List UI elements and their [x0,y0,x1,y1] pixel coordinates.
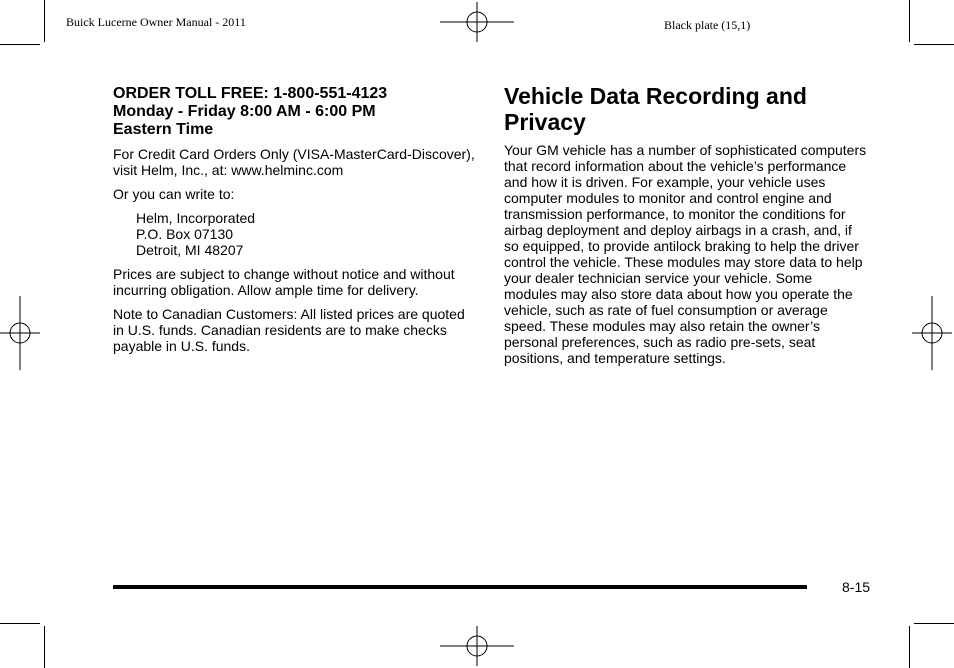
section-title: Vehicle Data Recording and Privacy [504,83,807,135]
section-body-paragraph: Your GM vehicle has a number of sophisticated computers that record information about the vehicle’s performance and how it is driven. For example, your vehicle uses computer modules to monitor and control engine and transmission performance, to monitor the conditions for airbag deployment and deploy airbags in a crash, and, if so equipped, to provide antilock braking to help the driver control the vehicle. These modules may store data to help your dealer technician service your vehicle. Some modules may also store data about how you operate the vehicle, such as rate of fuel consumption or average speed. These modules may also retain the owner’s personal preferences, such as radio pre-sets, seat positions, and temperature settings. [504,142,867,366]
crop-mark [909,0,910,42]
order-toll-free-block [113,85,478,139]
crop-mark [914,44,954,45]
page-number: 8-15 [842,579,871,595]
crop-mark [0,623,40,624]
registration-mark-left [0,296,40,370]
registration-mark-top [440,2,514,42]
credit-card-paragraph: For Credit Card Orders Only (VISA-MasterCard-Discover), visit Helm, Inc., at: www.helminc.com [113,146,475,178]
header-plate-label: Black plate (15,1) [664,18,751,32]
order-phone-line: ORDER TOLL FREE: 1-800-551-4123 [113,85,388,102]
header-manual-title: Buick Lucerne Owner Manual - 2011 [66,15,246,29]
footer-rule [113,585,807,589]
registration-mark-bottom [440,626,514,666]
canadian-note-paragraph: Note to Canadian Customers: All listed prices are quoted in U.S. funds. Canadian residents are to make checks payable in U.S. funds. [113,306,465,354]
vehicle-data-column [504,83,868,366]
registration-mark-right [912,296,952,370]
ordering-info-column [113,85,478,362]
crop-mark [44,626,45,668]
crop-mark [0,44,40,45]
crop-mark [909,626,910,668]
order-hours-line: Monday - Friday 8:00 AM - 6:00 PM [113,103,376,120]
address-line: Detroit, MI 48207 [136,242,244,258]
crop-mark [44,0,45,42]
mailing-address [136,210,478,258]
write-to-paragraph: Or you can write to: [113,186,235,202]
address-line: P.O. Box 07130 [136,226,234,242]
prices-note-paragraph: Prices are subject to change without notice and without incurring obligation. Allow ample time for delivery. [113,266,455,298]
address-line: Helm, Incorporated [136,210,256,226]
crop-mark [914,623,954,624]
order-timezone-line: Eastern Time [113,121,214,138]
